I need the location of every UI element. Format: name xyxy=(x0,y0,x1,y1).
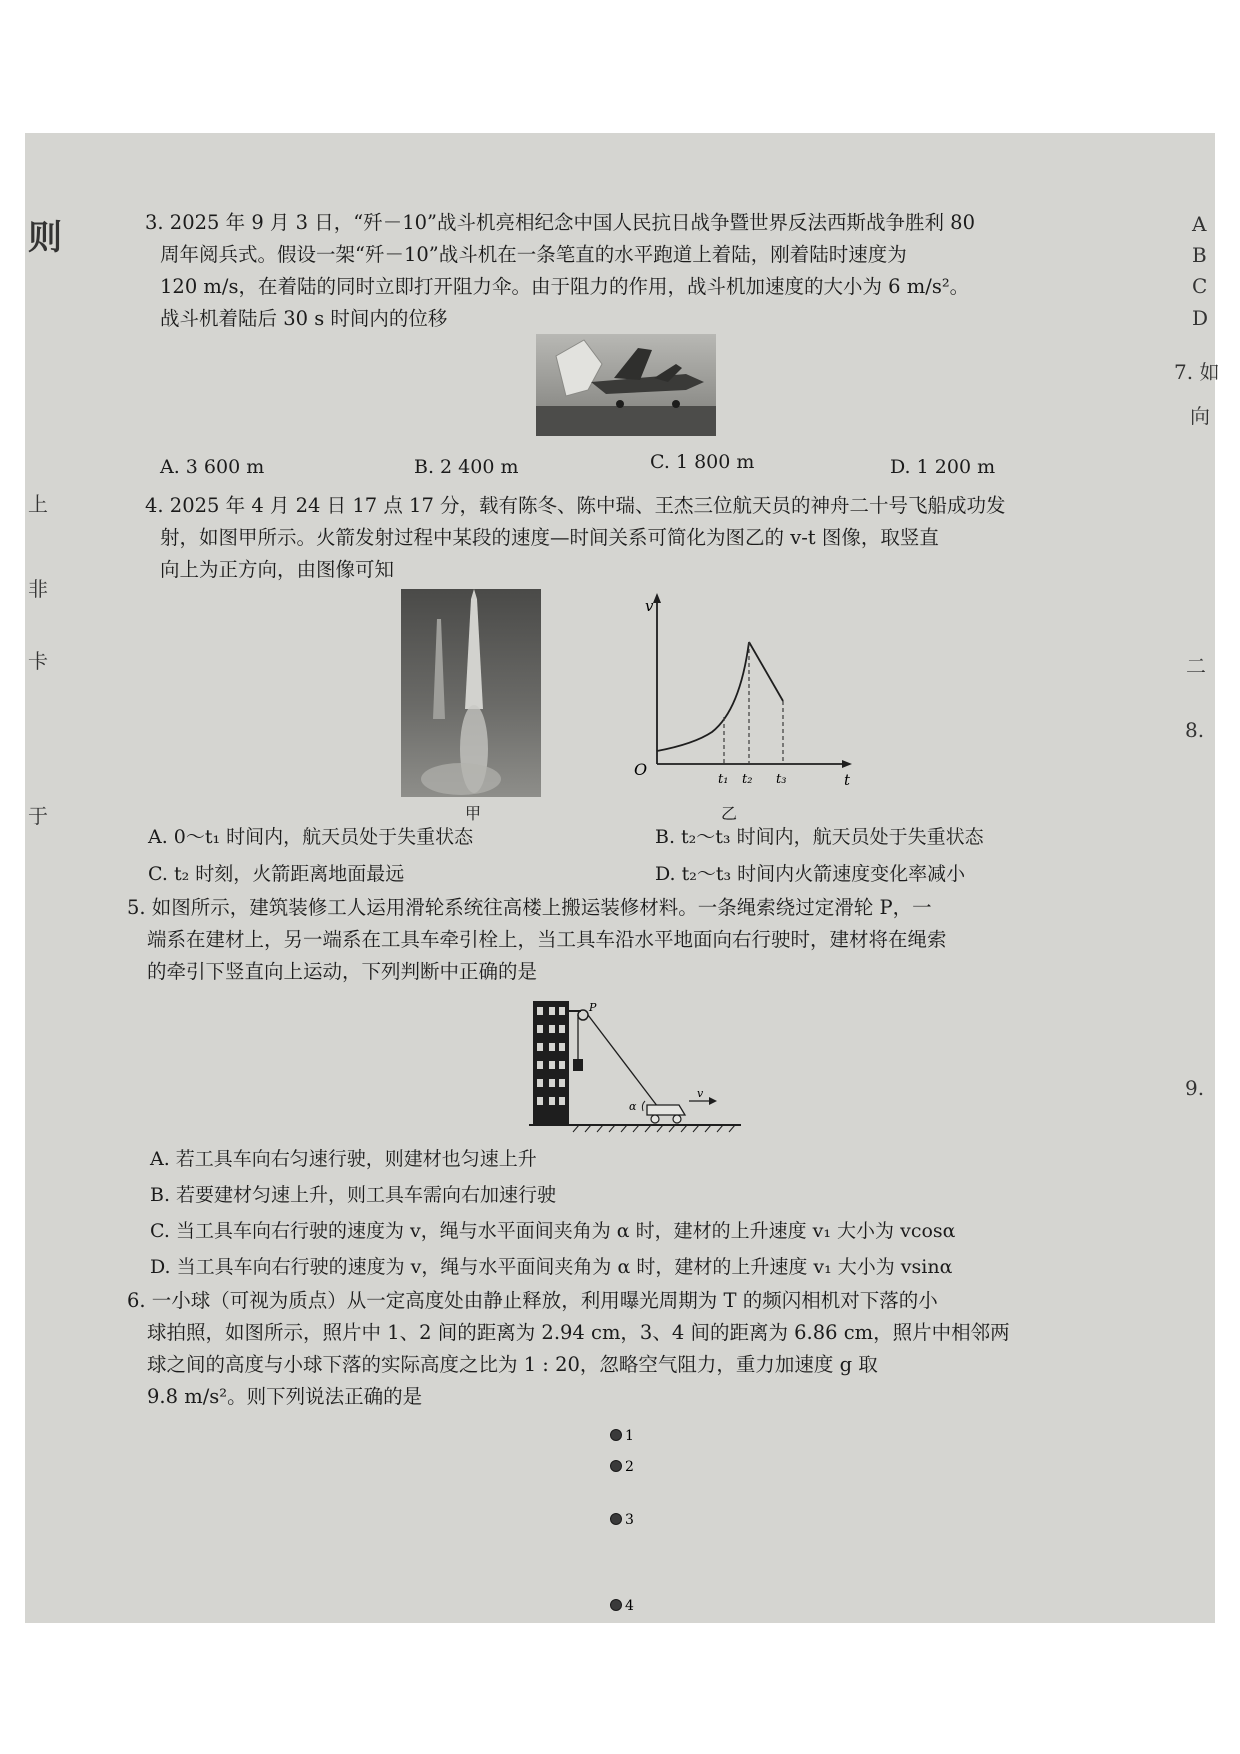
vt-segment-t2-t3 xyxy=(749,642,783,701)
right-edge-char: 向 xyxy=(1190,404,1210,428)
t3-label: t₃ xyxy=(776,772,787,787)
q3-line: 120 m/s，在着陆的同时立即打开阻力伞。由于阻力的作用，战斗机加速度的大小为 6 m/s²。 xyxy=(160,275,970,298)
right-edge-char: D xyxy=(1192,306,1209,330)
rope-slanted xyxy=(588,1015,661,1111)
angle-label: α xyxy=(629,1100,637,1113)
fighter-jet-photo xyxy=(536,334,716,436)
right-edge-char: B xyxy=(1192,243,1207,267)
ball-1-label: 1 xyxy=(625,1428,634,1444)
right-edge-char: C xyxy=(1192,274,1208,298)
q5-option-c[interactable]: C. 当工具车向右行驶的速度为 v，绳与水平面间夹角为 α 时，建材的上升速度 v₁ 大小为 vcosα xyxy=(150,1220,956,1242)
pulley-figure xyxy=(529,997,745,1133)
v-axis-label: v xyxy=(645,597,654,615)
q4-line: 4. 2025 年 4 月 24 日 17 点 17 分，载有陈冬、陈中瑞、王杰三位航天员的神舟二十号飞船成功发 xyxy=(145,494,1006,517)
q4-option-c[interactable]: C. t₂ 时刻，火箭距离地面最远 xyxy=(148,863,405,885)
q5-option-a[interactable]: A. 若工具车向右匀速行驶，则建材也匀速上升 xyxy=(150,1148,537,1170)
right-edge-char: 二 xyxy=(1186,654,1206,678)
q5-line: 5. 如图所示，建筑装修工人运用滑轮系统往高楼上搬运装修材料。一条绳索绕过定滑轮 P，一 xyxy=(127,896,932,919)
left-edge-char: 上 xyxy=(28,492,48,516)
q4-line: 射，如图甲所示。火箭发射过程中某段的速度—时间关系可简化为图乙的 v-t 图像，取竖直 xyxy=(160,526,939,549)
vt-graph xyxy=(622,589,858,799)
ball-4 xyxy=(611,1600,622,1611)
q4-option-a[interactable]: A. 0～t₁ 时间内，航天员处于失重状态 xyxy=(148,826,474,848)
left-edge-char: 非 xyxy=(28,577,48,601)
q3-line: 战斗机着陆后 30 s 时间内的位移 xyxy=(160,307,448,330)
velocity-label: v xyxy=(697,1087,704,1100)
t-axis-arrow xyxy=(842,760,852,768)
q5-option-b[interactable]: B. 若要建材匀速上升，则工具车需向右加速行驶 xyxy=(150,1184,557,1206)
q3-option-b[interactable]: B. 2 400 m xyxy=(414,456,519,478)
right-edge-char: 7. 如 xyxy=(1174,360,1220,384)
origin-label: O xyxy=(634,760,648,779)
q5-option-d[interactable]: D. 当工具车向右行驶的速度为 v，绳与水平面间夹角为 α 时，建材的上升速度 v₁ 大小为 vsinα xyxy=(150,1256,953,1278)
material-block xyxy=(573,1059,583,1071)
vt-curve xyxy=(657,642,749,751)
ball-1 xyxy=(611,1430,622,1441)
left-edge-char: 于 xyxy=(28,804,48,828)
pulley-label-p: P xyxy=(589,1001,597,1014)
q6-line: 9.8 m/s²。则下列说法正确的是 xyxy=(147,1385,423,1408)
q3-option-a[interactable]: A. 3 600 m xyxy=(160,456,265,478)
left-edge-char: 则 xyxy=(28,218,62,258)
left-edge-char: 卡 xyxy=(28,649,48,673)
v-axis-arrow xyxy=(653,593,661,603)
q3-line: 3. 2025 年 9 月 3 日，“歼－10”战斗机亮相纪念中国人民抗日战争暨世界反法西斯战争胜利 80 xyxy=(145,211,975,234)
right-edge-char: 9. xyxy=(1185,1076,1205,1100)
right-edge-char: 8. xyxy=(1185,718,1205,742)
t1-label: t₁ xyxy=(718,772,729,787)
right-edge-char: A xyxy=(1192,212,1207,236)
ball-4-label: 4 xyxy=(625,1598,634,1614)
q4-option-d[interactable]: D. t₂～t₃ 时间内火箭速度变化率减小 xyxy=(655,863,966,885)
ball-2-label: 2 xyxy=(625,1459,634,1475)
pulley-wheel xyxy=(578,1010,588,1020)
ball-2 xyxy=(611,1461,622,1472)
strobe-balls-figure xyxy=(606,1424,646,1624)
ball-3 xyxy=(611,1514,622,1525)
q4-line: 向上为正方向，由图像可知 xyxy=(160,558,395,581)
rocket-launch-photo xyxy=(401,589,541,797)
t-axis-label: t xyxy=(844,771,851,789)
q6-line: 球之间的高度与小球下落的实际高度之比为 1 : 20，忽略空气阻力，重力加速度 g 取 xyxy=(147,1353,878,1376)
q6-line: 6. 一小球（可视为质点）从一定高度处由静止释放，利用曝光周期为 T 的频闪相机对下落的小 xyxy=(127,1289,938,1312)
q3-option-c[interactable]: C. 1 800 m xyxy=(650,451,755,473)
q6-line: 球拍照，如图所示，照片中 1、2 间的距离为 2.94 cm，3、4 间的距离为 6.86 cm，照片中相邻两 xyxy=(147,1321,1010,1344)
q5-line: 端系在建材上，另一端系在工具车牵引栓上，当工具车沿水平地面向右行驶时，建材将在绳索 xyxy=(147,928,947,951)
ball-3-label: 3 xyxy=(625,1512,634,1528)
q3-option-d[interactable]: D. 1 200 m xyxy=(890,456,996,478)
q5-line: 的牵引下竖直向上运动，下列判断中正确的是 xyxy=(147,960,538,983)
q3-line: 周年阅兵式。假设一架“歼－10”战斗机在一条笔直的水平跑道上着陆，刚着陆时速度为 xyxy=(160,243,907,266)
angle-arc xyxy=(642,1101,645,1111)
tool-cart xyxy=(647,1105,685,1115)
figure-caption-jia: 甲 xyxy=(465,804,482,823)
figure-caption-yi: 乙 xyxy=(721,804,738,823)
q4-option-b[interactable]: B. t₂～t₃ 时间内，航天员处于失重状态 xyxy=(655,826,984,848)
t2-label: t₂ xyxy=(742,772,753,787)
